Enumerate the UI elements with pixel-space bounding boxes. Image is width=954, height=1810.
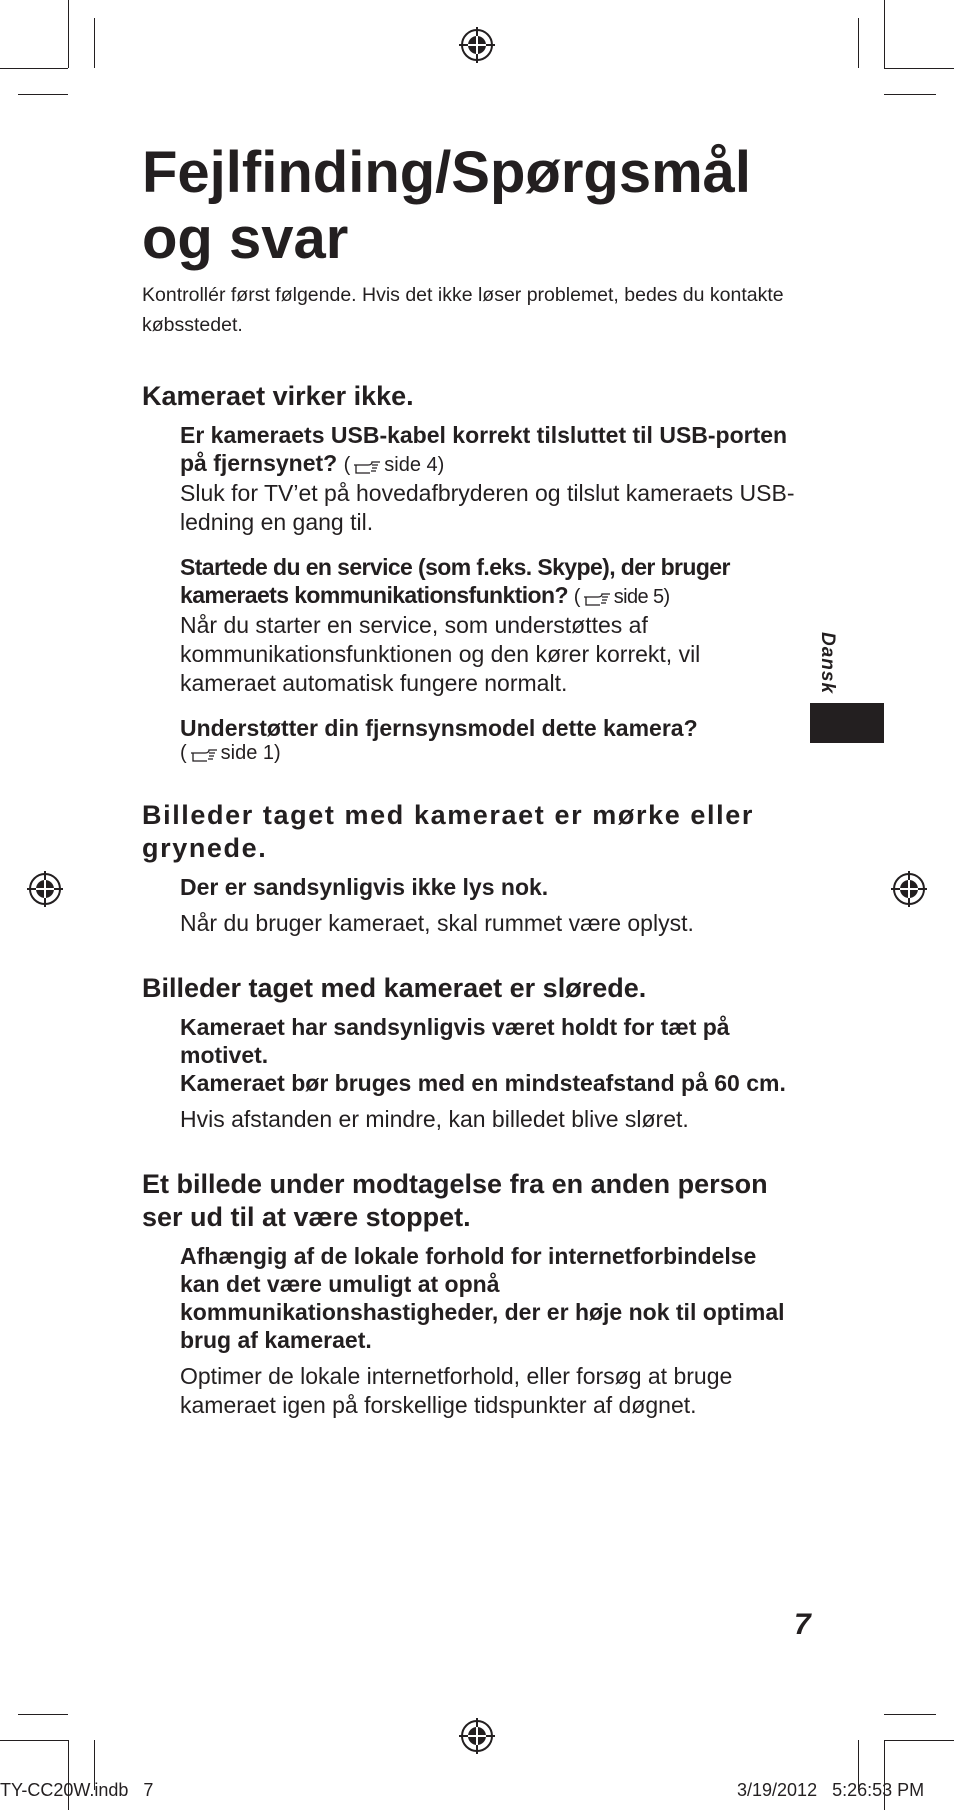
faq-answer: Når du starter en service, som understøttes af kommunikationsfunktionen og den kører korrekt, vil kameraet automatisk fungere normalt. [180, 612, 701, 696]
faq-item [180, 873, 802, 938]
faq-answer: Hvis afstanden er mindre, kan billedet blive sløret. [180, 1106, 689, 1132]
faq-section [142, 380, 802, 765]
reference-text: side 1 [220, 742, 275, 764]
faq-item [180, 714, 802, 765]
page-number: 7 [794, 1608, 811, 1641]
crop-mark [884, 68, 954, 69]
section-heading: Billeder taget med kameraet er slørede. [142, 973, 647, 1003]
faq-question [180, 421, 802, 479]
faq-item [180, 553, 802, 698]
registration-mark-icon [889, 869, 929, 909]
registration-mark-icon [25, 869, 65, 909]
faq-answer: Sluk for TV’et på hovedafbryderen og tilslut kameraets USB-ledning en gang til. [180, 480, 795, 535]
footer-timestamp: 3/19/2012 5:26:53 PM [737, 1780, 925, 1800]
reference-text: side 5 [613, 586, 664, 608]
language-tab-marker [810, 703, 884, 743]
section-heading: Billeder taget med kameraet er mørke eller grynede. [142, 800, 754, 863]
pointing-hand-icon [582, 591, 612, 607]
footer-filename: TY-CC20W.indb 7 [0, 1780, 154, 1800]
registration-mark-icon [457, 1716, 497, 1756]
crop-mark [0, 68, 68, 69]
faq-answer: Optimer de lokale internetforhold, eller forsøg at bruge kameraet igen på forskellige tidspunkter af døgnet. [180, 1363, 733, 1418]
crop-mark [884, 1740, 954, 1741]
pointing-hand-icon [189, 747, 219, 763]
pointing-hand-icon [352, 459, 382, 475]
faq-section [142, 972, 802, 1134]
faq-question: Afhængig af de lokale forhold for internetforbindelse kan det være umuligt at opnå kommunikationshastigheder, der er høje nok til optimal brug af kameraet. [180, 1243, 785, 1353]
faq-question: Kameraet har sandsynligvis været holdt for tæt på motivet. [180, 1014, 730, 1068]
faq-question: Understøtter din fjernsynsmodel dette kamera? [180, 715, 698, 741]
page-reference: ( side 1) [180, 742, 281, 764]
faq-section [142, 1168, 802, 1420]
crop-mark [94, 18, 95, 68]
faq-item [180, 1013, 802, 1134]
faq-content [142, 380, 802, 1454]
faq-question [180, 553, 802, 611]
registration-mark-icon [457, 25, 497, 65]
page-title: Fejlfinding/Spørgsmål og svar [142, 140, 752, 271]
faq-question: Kameraet bør bruges med en mindsteafstand på 60 cm. [180, 1070, 786, 1096]
page-reference: ( side 4) [343, 454, 445, 476]
question-text: Startede du en service (som f.eks. Skype), der bruger kameraets kommunikationsfunktion? [180, 554, 730, 608]
crop-mark [884, 0, 885, 68]
section-heading: Et billede under modtagelse fra en anden person ser ud til at være stoppet. [142, 1169, 768, 1232]
crop-mark [884, 94, 936, 95]
crop-mark [858, 18, 859, 68]
faq-item [180, 1242, 802, 1420]
intro-text: Kontrollér først følgende. Hvis det ikke løser problemet, bedes du kontakte købsstedet. [142, 284, 784, 336]
faq-section [142, 799, 802, 938]
faq-answer: Når du bruger kameraet, skal rummet være oplyst. [180, 910, 694, 936]
crop-mark [18, 94, 68, 95]
language-tab-label: Dansk [817, 632, 838, 695]
crop-mark [18, 1714, 68, 1715]
crop-mark [0, 1740, 68, 1741]
question-text: Er kameraets USB-kabel korrekt tilsluttet til USB-porten på fjernsynet? [180, 422, 788, 476]
crop-mark [884, 1714, 936, 1715]
section-heading: Kameraet virker ikke. [142, 381, 414, 411]
faq-question: Der er sandsynligvis ikke lys nok. [180, 874, 549, 900]
reference-text: side 4 [384, 454, 438, 476]
faq-item [180, 421, 802, 537]
crop-mark [68, 0, 69, 68]
page-reference: ( side 5) [573, 586, 670, 608]
